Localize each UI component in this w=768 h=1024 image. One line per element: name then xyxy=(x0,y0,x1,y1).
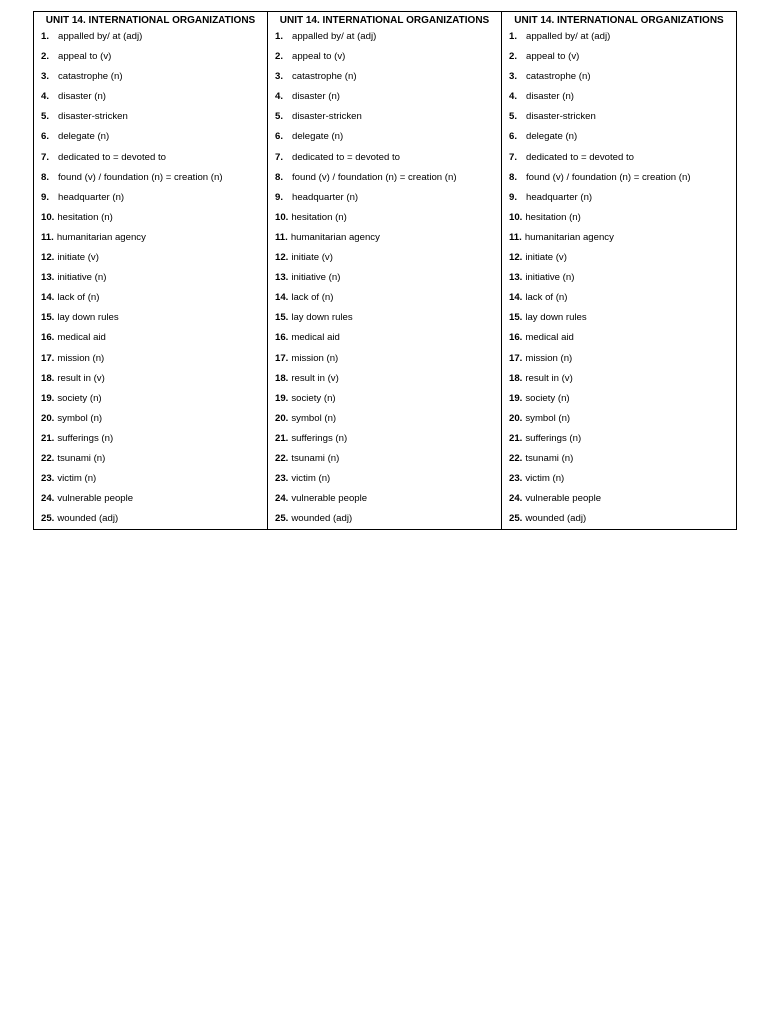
vocab-item-number: 25. xyxy=(509,513,523,525)
vocab-item-term: delegate (n) xyxy=(526,131,578,143)
vocab-item xyxy=(34,107,267,127)
vocab-item-number: 11. xyxy=(275,231,288,243)
vocab-item-number: 13. xyxy=(41,272,55,284)
vocab-item-term: hesitation (n) xyxy=(525,211,581,223)
vocab-item-term: medical aid xyxy=(57,332,106,344)
vocab-item-number: 12. xyxy=(41,252,55,264)
vocab-item-term: hesitation (n) xyxy=(57,211,113,223)
vocab-item-number: 5. xyxy=(509,111,518,123)
vocab-item-term: appalled by/ at (adj) xyxy=(526,31,611,42)
vocab-column-3 xyxy=(502,12,736,529)
vocab-item-number: 23. xyxy=(41,473,55,485)
vocab-item-term: symbol (n) xyxy=(57,412,103,424)
vocab-item xyxy=(268,107,501,127)
vocab-item xyxy=(268,148,501,168)
vocab-item-term: headquarter (n) xyxy=(58,191,125,203)
vocab-item-number: 17. xyxy=(509,352,523,364)
vocab-item-number: 19. xyxy=(275,392,289,404)
vocab-item-number: 20. xyxy=(509,412,523,424)
vocab-item-number: 17. xyxy=(41,352,55,364)
vocab-item-term: medical aid xyxy=(525,332,574,344)
vocab-item xyxy=(268,67,501,87)
vocab-item-term: initiate (v) xyxy=(525,252,567,264)
vocab-column-1 xyxy=(34,12,268,529)
vocab-item-term: society (n) xyxy=(525,392,570,404)
vocab-item-term: society (n) xyxy=(57,392,102,404)
vocab-item-number: 22. xyxy=(41,452,55,464)
vocab-item xyxy=(502,188,736,208)
vocab-item-number: 13. xyxy=(275,272,289,284)
vocab-item xyxy=(34,349,267,369)
vocab-item-number: 2. xyxy=(41,51,50,63)
vocab-item-term: headquarter (n) xyxy=(526,191,593,203)
vocab-item-number: 9. xyxy=(41,191,50,203)
vocab-item-term: humanitarian agency xyxy=(56,231,146,243)
vocab-item-number: 7. xyxy=(41,151,50,163)
vocab-item-term: appalled by/ at (adj) xyxy=(292,31,377,42)
vocab-item xyxy=(268,288,501,308)
vocab-item-term: found (v) / foundation (n) = creation (n) xyxy=(292,171,457,183)
vocab-item xyxy=(268,127,501,147)
vocab-item-number: 16. xyxy=(275,332,289,344)
vocab-item-term: initiative (n) xyxy=(57,272,107,284)
vocab-item-number: 13. xyxy=(509,272,523,284)
vocab-item xyxy=(502,87,736,107)
vocab-item xyxy=(34,268,267,288)
vocab-item xyxy=(502,168,736,188)
vocab-item xyxy=(34,409,267,429)
vocab-item-number: 8. xyxy=(275,171,284,183)
vocab-item-term: lay down rules xyxy=(525,312,587,324)
vocab-item-number: 14. xyxy=(275,292,289,304)
vocab-item-term: victim (n) xyxy=(291,473,331,485)
vocab-item xyxy=(34,328,267,348)
vocab-item-term: tsunami (n) xyxy=(525,452,574,464)
vocab-item-term: tsunami (n) xyxy=(57,452,106,464)
vocab-item xyxy=(502,449,736,469)
vocab-item xyxy=(268,47,501,67)
vocab-item xyxy=(34,27,267,47)
vocab-item-number: 19. xyxy=(509,392,523,404)
vocab-item-term: tsunami (n) xyxy=(291,452,340,464)
vocab-item xyxy=(34,87,267,107)
vocab-item-term: disaster (n) xyxy=(58,91,106,103)
vocab-item-number: 15. xyxy=(41,312,55,324)
vocab-item-number: 5. xyxy=(41,111,50,123)
vocab-item-number: 18. xyxy=(41,372,55,384)
vocab-item xyxy=(34,489,267,509)
vocab-item-term: catastrophe (n) xyxy=(526,71,591,83)
vocab-item xyxy=(34,509,267,529)
vocab-item xyxy=(34,127,267,147)
vocab-item-number: 16. xyxy=(41,332,55,344)
vocab-item xyxy=(502,107,736,127)
vocab-item-term: mission (n) xyxy=(291,352,339,364)
vocab-item-term: lay down rules xyxy=(291,312,353,324)
vocab-item-number: 21. xyxy=(41,432,55,444)
vocab-item-number: 8. xyxy=(41,171,50,183)
vocab-item-term: disaster-stricken xyxy=(292,111,362,123)
vocab-item xyxy=(502,27,736,47)
vocab-item xyxy=(268,328,501,348)
vocab-item-term: sufferings (n) xyxy=(291,432,348,444)
vocab-item-number: 14. xyxy=(509,292,523,304)
vocab-item xyxy=(502,288,736,308)
vocab-item-term: initiate (v) xyxy=(57,252,99,264)
vocab-item-number: 16. xyxy=(509,332,523,344)
vocab-item-number: 18. xyxy=(275,372,289,384)
vocab-item-term: delegate (n) xyxy=(58,131,110,143)
vocabulary-sheet xyxy=(33,11,737,530)
vocab-item xyxy=(502,489,736,509)
vocab-item-number: 21. xyxy=(509,432,523,444)
vocab-item xyxy=(502,328,736,348)
vocab-item-number: 2. xyxy=(509,51,518,63)
vocab-item xyxy=(502,308,736,328)
vocab-item-number: 1. xyxy=(41,31,50,42)
vocab-item-term: delegate (n) xyxy=(292,131,344,143)
vocab-item-number: 6. xyxy=(509,131,518,143)
vocab-item xyxy=(502,148,736,168)
vocab-item xyxy=(502,268,736,288)
vocab-item-number: 23. xyxy=(509,473,523,485)
vocab-item xyxy=(268,489,501,509)
vocab-item xyxy=(34,47,267,67)
vocab-item-number: 24. xyxy=(41,493,55,505)
vocab-item-term: humanitarian agency xyxy=(290,231,380,243)
vocab-item-number: 3. xyxy=(41,71,50,83)
vocab-item-term: catastrophe (n) xyxy=(58,71,123,83)
vocab-item-term: dedicated to = devoted to xyxy=(292,151,401,163)
vocab-item-number: 3. xyxy=(509,71,518,83)
vocab-item xyxy=(268,429,501,449)
vocab-item-term: sufferings (n) xyxy=(525,432,582,444)
vocab-item xyxy=(34,67,267,87)
vocab-item-term: found (v) / foundation (n) = creation (n) xyxy=(526,171,691,183)
vocab-item-term: initiative (n) xyxy=(525,272,575,284)
vocab-item xyxy=(502,349,736,369)
vocab-item-term: mission (n) xyxy=(525,352,573,364)
column-title: UNIT 14. INTERNATIONAL ORGANIZATIONS xyxy=(514,15,724,26)
vocab-item-term: disaster-stricken xyxy=(526,111,596,123)
vocab-item-number: 9. xyxy=(509,191,518,203)
vocab-item xyxy=(34,449,267,469)
vocab-item-term: sufferings (n) xyxy=(57,432,114,444)
vocab-item-number: 19. xyxy=(41,392,55,404)
vocab-item-number: 9. xyxy=(275,191,284,203)
vocab-item xyxy=(502,389,736,409)
vocab-item-term: humanitarian agency xyxy=(524,231,614,243)
vocab-item-number: 11. xyxy=(41,231,54,243)
vocab-item-term: disaster (n) xyxy=(526,91,574,103)
vocab-item xyxy=(502,509,736,529)
vocab-item xyxy=(34,288,267,308)
vocab-item-term: found (v) / foundation (n) = creation (n) xyxy=(58,171,223,183)
vocab-item-number: 15. xyxy=(509,312,523,324)
vocab-item-number: 22. xyxy=(509,452,523,464)
vocab-list xyxy=(34,27,267,529)
vocab-item-number: 12. xyxy=(275,252,289,264)
vocab-item-number: 10. xyxy=(41,211,55,223)
vocab-item-term: hesitation (n) xyxy=(291,211,347,223)
vocab-item-term: appeal to (v) xyxy=(526,51,580,63)
vocab-item-number: 21. xyxy=(275,432,289,444)
vocab-item-term: dedicated to = devoted to xyxy=(58,151,167,163)
vocab-item-number: 3. xyxy=(275,71,284,83)
vocab-item-term: lack of (n) xyxy=(57,292,100,304)
vocab-item-number: 11. xyxy=(509,231,522,243)
vocab-item-term: lack of (n) xyxy=(291,292,334,304)
vocab-item xyxy=(34,469,267,489)
vocab-item xyxy=(502,469,736,489)
vocab-item-number: 5. xyxy=(275,111,284,123)
vocab-item xyxy=(268,188,501,208)
vocab-item xyxy=(268,469,501,489)
vocab-item xyxy=(268,449,501,469)
vocab-item xyxy=(502,208,736,228)
vocab-item xyxy=(34,369,267,389)
vocab-item-number: 14. xyxy=(41,292,55,304)
vocab-item-number: 4. xyxy=(509,91,518,103)
vocab-item xyxy=(502,67,736,87)
vocab-item xyxy=(502,127,736,147)
vocab-item-number: 8. xyxy=(509,171,518,183)
vocab-list xyxy=(502,27,736,529)
vocab-item xyxy=(268,168,501,188)
vocab-item-number: 15. xyxy=(275,312,289,324)
vocab-item-number: 1. xyxy=(275,31,284,42)
vocab-item-term: result in (v) xyxy=(291,372,339,384)
vocab-item-term: initiate (v) xyxy=(291,252,333,264)
vocab-item xyxy=(34,228,267,248)
vocab-item xyxy=(34,248,267,268)
vocab-item xyxy=(34,208,267,228)
vocab-item-number: 22. xyxy=(275,452,289,464)
vocab-item-term: appalled by/ at (adj) xyxy=(58,31,143,42)
vocab-item-term: catastrophe (n) xyxy=(292,71,357,83)
vocab-item xyxy=(34,429,267,449)
vocab-item-number: 4. xyxy=(275,91,284,103)
vocab-item-number: 6. xyxy=(275,131,284,143)
vocab-item xyxy=(268,268,501,288)
vocab-item xyxy=(502,248,736,268)
vocab-item xyxy=(502,228,736,248)
vocab-item xyxy=(502,47,736,67)
vocab-item-term: lay down rules xyxy=(57,312,119,324)
vocab-item-term: appeal to (v) xyxy=(292,51,346,63)
vocab-item-term: wounded (adj) xyxy=(291,513,353,525)
vocab-item-term: vulnerable people xyxy=(291,493,368,505)
column-title: UNIT 14. INTERNATIONAL ORGANIZATIONS xyxy=(45,15,256,26)
vocab-item-term: vulnerable people xyxy=(525,493,602,505)
vocab-item xyxy=(268,349,501,369)
vocab-item xyxy=(268,308,501,328)
vocab-item-term: result in (v) xyxy=(525,372,573,384)
vocab-item-term: result in (v) xyxy=(57,372,105,384)
vocab-item-number: 24. xyxy=(509,493,523,505)
vocab-item-term: mission (n) xyxy=(57,352,105,364)
vocab-item-number: 25. xyxy=(275,513,289,525)
vocab-item-number: 20. xyxy=(41,412,55,424)
vocab-item xyxy=(268,409,501,429)
vocab-item-number: 25. xyxy=(41,513,55,525)
vocab-item-term: initiative (n) xyxy=(291,272,341,284)
vocab-item-number: 20. xyxy=(275,412,289,424)
vocab-item-number: 7. xyxy=(275,151,284,163)
vocab-list xyxy=(268,27,501,529)
vocab-item xyxy=(268,389,501,409)
vocab-item xyxy=(268,87,501,107)
vocab-item xyxy=(268,228,501,248)
vocab-item-term: wounded (adj) xyxy=(57,513,119,525)
vocab-item-number: 10. xyxy=(509,211,523,223)
vocab-item-number: 23. xyxy=(275,473,289,485)
vocab-item-number: 4. xyxy=(41,91,50,103)
vocab-item-term: victim (n) xyxy=(525,473,565,485)
column-title: UNIT 14. INTERNATIONAL ORGANIZATIONS xyxy=(279,15,490,26)
vocab-item-number: 1. xyxy=(509,31,518,42)
vocab-item xyxy=(34,389,267,409)
vocab-item-term: symbol (n) xyxy=(291,412,337,424)
vocab-item xyxy=(502,429,736,449)
vocab-item xyxy=(34,168,267,188)
vocab-item xyxy=(268,248,501,268)
vocab-item-number: 24. xyxy=(275,493,289,505)
vocab-item xyxy=(268,369,501,389)
vocab-column-2 xyxy=(268,12,502,529)
vocab-item-term: victim (n) xyxy=(57,473,97,485)
vocab-item xyxy=(268,27,501,47)
vocab-item-term: disaster-stricken xyxy=(58,111,128,123)
vocab-item-term: headquarter (n) xyxy=(292,191,359,203)
vocab-item-term: society (n) xyxy=(291,392,336,404)
vocab-item xyxy=(34,188,267,208)
vocab-item-term: wounded (adj) xyxy=(525,513,587,525)
vocab-item xyxy=(268,208,501,228)
vocab-item-number: 17. xyxy=(275,352,289,364)
vocab-item-number: 2. xyxy=(275,51,284,63)
vocab-item xyxy=(502,409,736,429)
vocab-item-term: appeal to (v) xyxy=(58,51,112,63)
vocab-item-number: 6. xyxy=(41,131,50,143)
vocab-item-term: lack of (n) xyxy=(525,292,568,304)
vocab-item xyxy=(502,369,736,389)
vocab-item xyxy=(268,509,501,529)
vocab-item-term: vulnerable people xyxy=(57,493,134,505)
vocab-item-number: 12. xyxy=(509,252,523,264)
vocab-item-number: 18. xyxy=(509,372,523,384)
vocab-item-term: symbol (n) xyxy=(525,412,571,424)
vocab-item xyxy=(34,308,267,328)
vocab-item-number: 10. xyxy=(275,211,289,223)
vocab-item-term: medical aid xyxy=(291,332,340,344)
vocab-item-term: disaster (n) xyxy=(292,91,340,103)
vocab-item xyxy=(34,148,267,168)
vocab-item-term: dedicated to = devoted to xyxy=(526,151,635,163)
vocab-item-number: 7. xyxy=(509,151,518,163)
